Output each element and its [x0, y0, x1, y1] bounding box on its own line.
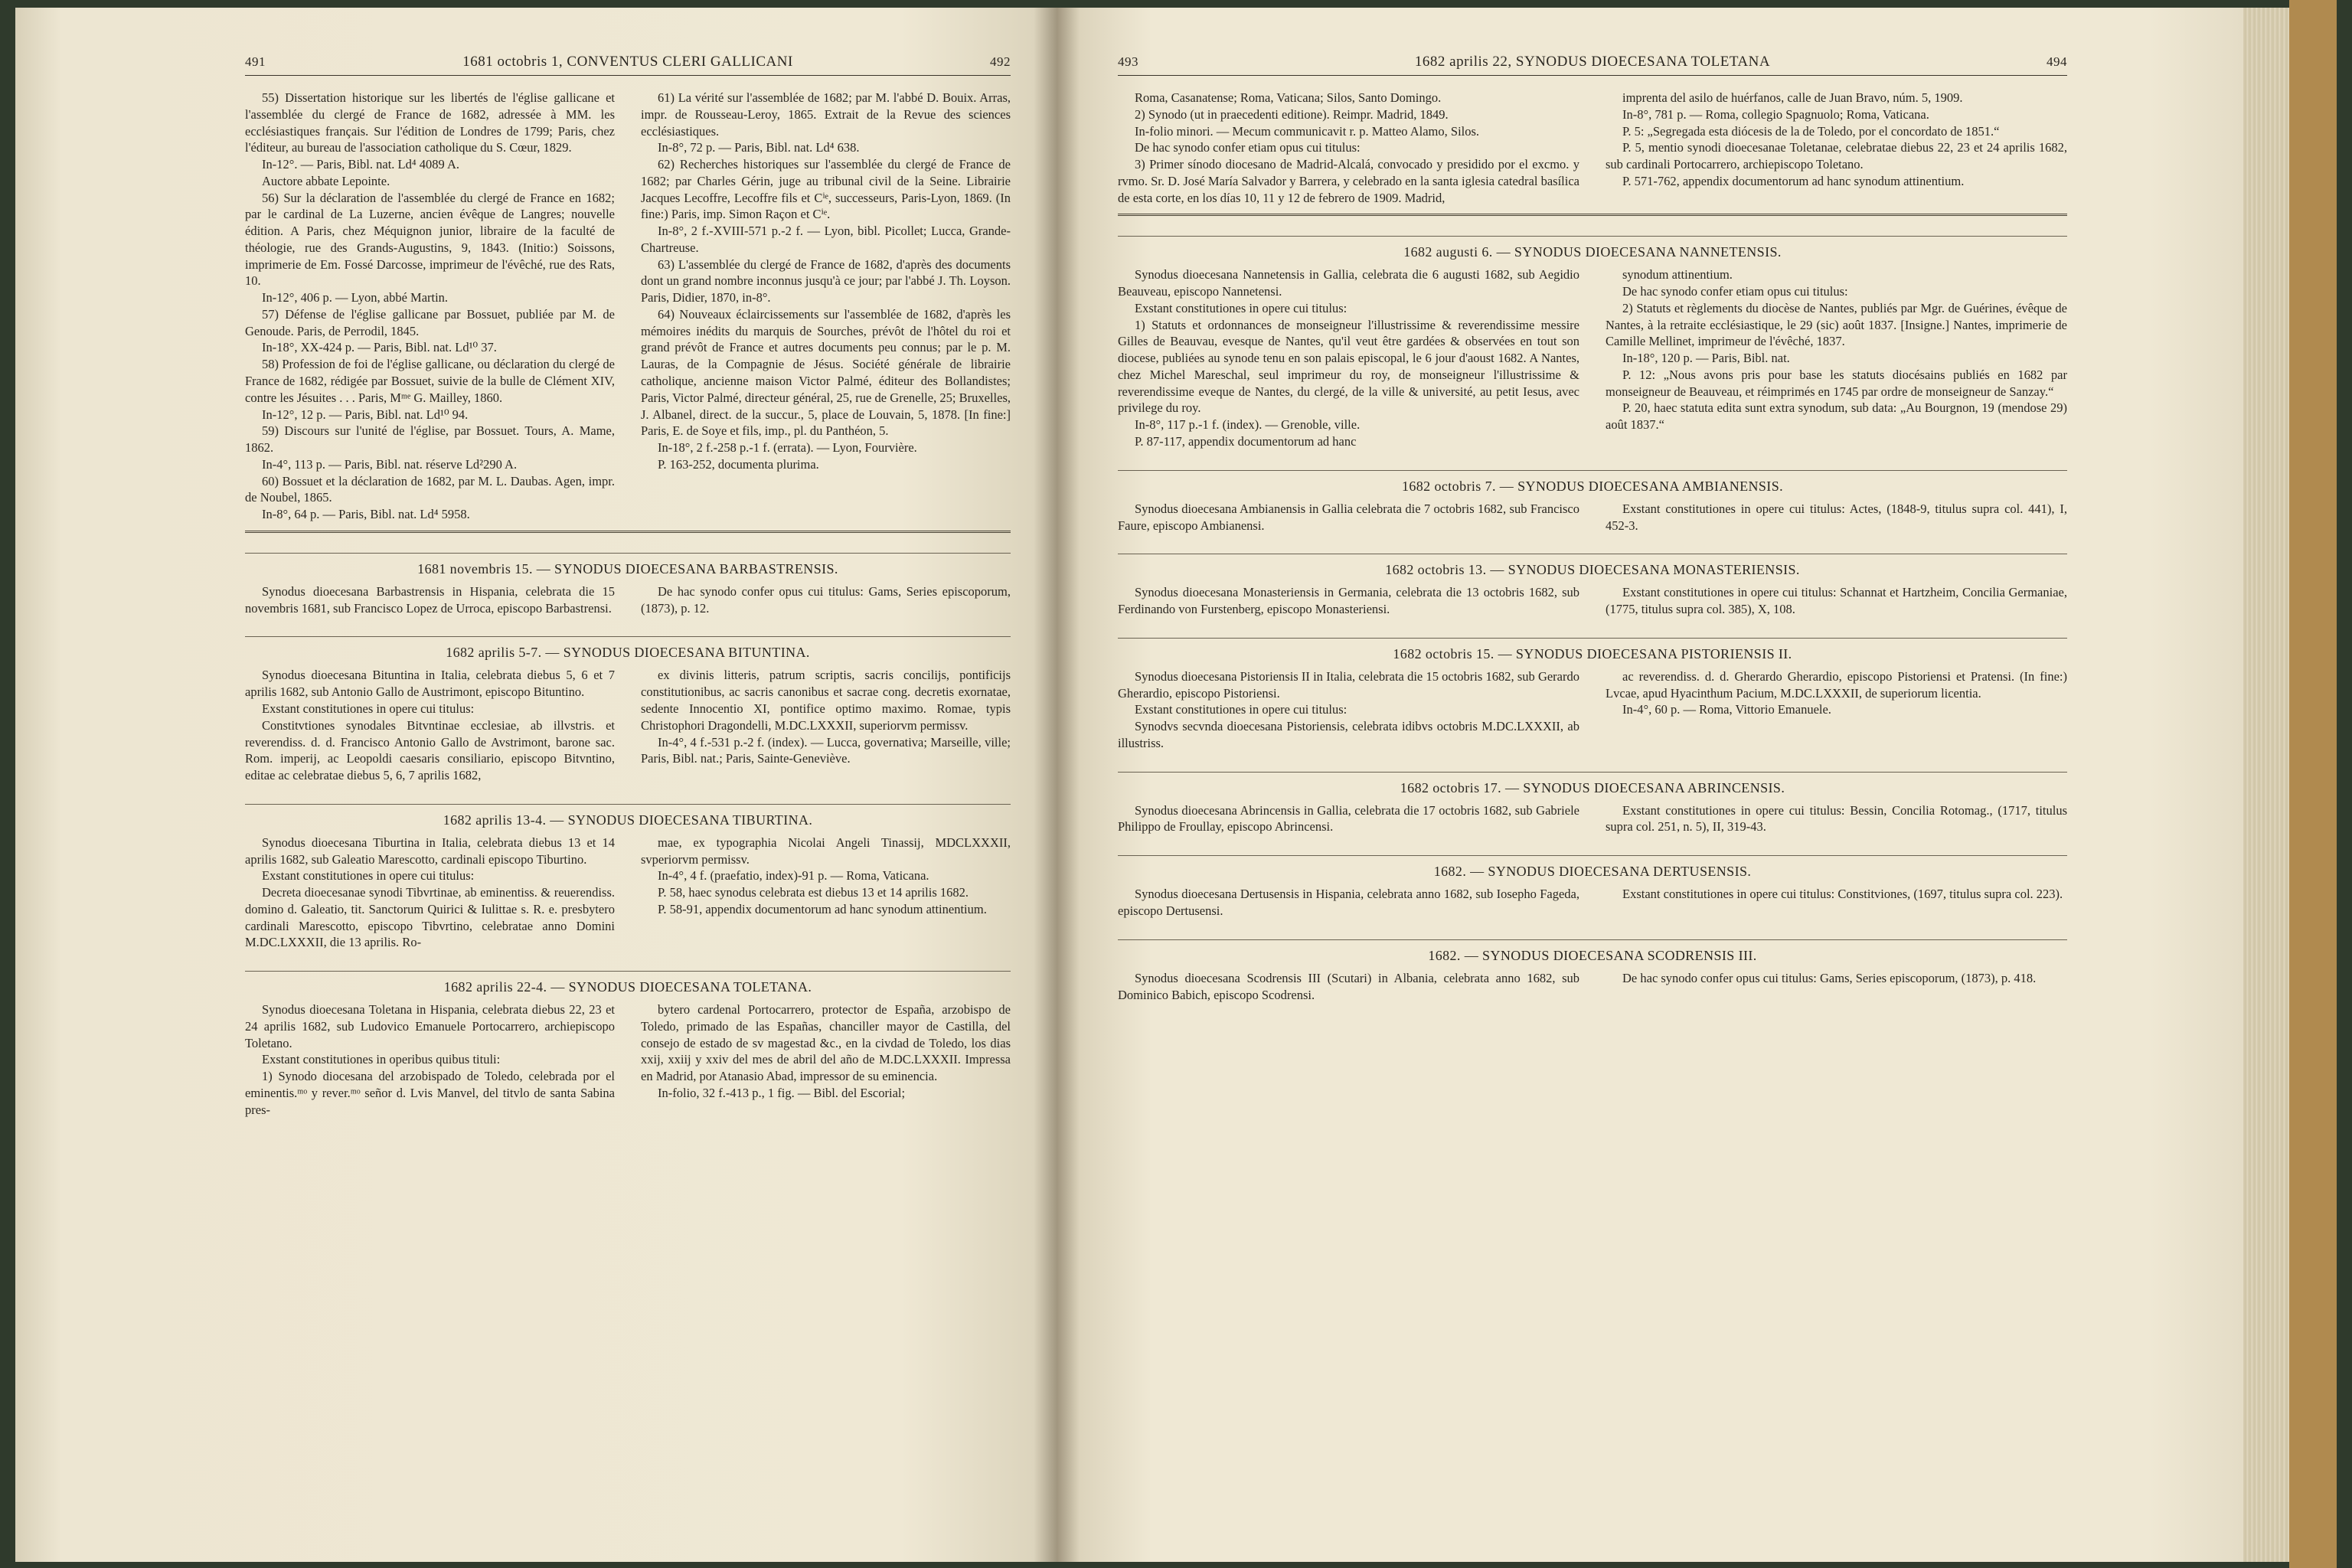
paragraph: synodum attinentium. [1622, 267, 1733, 283]
entry-heading: 1682 aprilis 13-4. — SYNODUS DIOECESANA TIBURTINA. [245, 804, 1011, 828]
paragraph: 55) Dissertation historique sur les libertés de l'église gallicane et l'assemblée du clergé de France de 1682, adressée à MM. les ecclésiastiques français. Sur l'édition de Londres de 1799; Paris, chez l'éditeur, au bureau de l'association catholique du S. Cœur, 1829. [245, 90, 615, 155]
paragraph: bytero cardenal Portocarrero, protector de España, arzobispo de Toledo, primado de las Españas, chanciller mayor de Castilla, del consejo de estado de sv magestad &c., en la civdad de Toledo, los dias xxij, xxiij y xxiv del mes de abril del año de M.DC.LXXXII. Impressa en Madrid, por Atanasio Abad, impressor de su eminencia. [641, 1002, 1011, 1084]
top-columns [1118, 90, 2067, 206]
column-left [1118, 90, 1579, 206]
page-number-right: 492 [989, 54, 1011, 69]
paragraph: 1) Statuts et ordonnances de monseigneur l'illustrissime & reverendissime messire Gilles de Beauvau, evesque de Nantes, qu'il veut être gardées & observées en tout son diocese, publiées au synode tenu en son palais episcopal, le 6 jour d'aoust 1682. A Nantes, chez Michel Mareschal, seul imprimeur du roy, de monseigneur l'illustrissime & reverendissime eveque de Nantes, du clergé, de la ville & université, au petit Iesus, avec privilege du roy. [1118, 317, 1579, 416]
entry-heading: 1682 aprilis 22-4. — SYNODUS DIOECESANA TOLETANA. [245, 971, 1011, 995]
paragraph: 63) L'assemblée du clergé de France de 1682, d'après des documents dont un grand nombre inconnus jusqu'à ce jour; par l'abbé J. Th. Loyson. Paris, Didier, 1870, in-8°. [641, 256, 1011, 305]
column-right [1606, 886, 2067, 920]
paragraph: 58) Profession de foi de l'église gallicane, ou déclaration du clergé de France de 1682, rédigée par Bossuet, suivie de la bulle de Clément XIV, contre les Jésuites . . . Paris, Mᵐᵉ G. Mailley, 1860. [245, 357, 615, 405]
paragraph: 1) Synodo diocesana del arzobispado de Toledo, celebrada por el eminentis.ᵐᵒ y rever.ᵐᵒ señor d. Lvis Manvel, del titvlo de santa Sabina pres- [245, 1069, 615, 1117]
column-left [245, 667, 615, 783]
entry-columns [1118, 970, 2067, 1004]
synod-entry [245, 553, 1011, 617]
paragraph: mae, ex typographia Nicolai Angeli Tinassij, MDCLXXXII, svperiorvm permissv. [641, 835, 1011, 867]
paragraph: Synodvs secvnda dioecesana Pistoriensis, celebrata idibvs octobris M.DC.LXXXII, ab illustriss. [1118, 719, 1579, 750]
synod-entry [1118, 236, 2067, 449]
paragraph: Exstant constitutiones in opere cui titulus: Bessin, Concilia Rotomag., (1717, titulus supra col. 251, n. 5), II, 319-43. [1606, 802, 2067, 835]
entry-columns [1118, 266, 2067, 449]
column-left [1118, 266, 1579, 449]
paragraph: 2) Statuts et règlements du diocèse de Nantes, publiés par Mgr. de Guérines, évêque de Nantes, à la retraite ecclésiastique, le 29 (sic) août 1837. [Insigne.] Nantes, imprimerie de Camille Mellinet, imprimeur de l'évêché, 1837. [1606, 300, 2067, 349]
entry-columns [1118, 802, 2067, 836]
column-right [641, 835, 1011, 951]
column-left [245, 583, 615, 617]
paragraph: Synodus dioecesana Ambianensis in Gallia celebrata die 7 octobris 1682, sub Francisco Faure, episcopo Ambianensi. [1118, 501, 1579, 533]
paragraph: In-8°, 117 p.-1 f. (index). — Grenoble, ville. [1135, 417, 1361, 433]
paragraph: 56) Sur la déclaration de l'assemblée du clergé de France en 1682; par le cardinal de La Luzerne, ancien évêque de Langres; nouvelle édition. A Paris, chez Méquignon junior, libraire de la faculté de théologie, rue des Grands-Augustins, 9, 1843. (Initio:) Soissons, imprimerie de Em. Fossé Darcosse, imprimeur de l'évêché, rue des Rats, 10. [245, 190, 615, 289]
synod-entry [1118, 470, 2067, 534]
paragraph: Exstant constitutiones in opere cui titulus: [262, 868, 475, 884]
paragraph: In-folio, 32 f.-413 p., 1 fig. — Bibl. del Escorial; [658, 1085, 906, 1100]
synod-entry [1118, 554, 2067, 618]
paragraph: Decreta dioecesanae synodi Tibvrtinae, ab eminentiss. & reuerendiss. domino d. Galeatio, tit. Sanctorum Quirici & Iulittae s. R. e. presbytero cardinali Marescotto, episcopo Tibvrtino, celebratae anno Domini M.DC.LXXXII, die 13 aprilis. Ro- [245, 885, 615, 950]
page-number-left: 493 [1118, 54, 1138, 69]
paragraph: 59) Discours sur l'unité de l'église, par Bossuet. Tours, A. Mame, 1862. [245, 423, 615, 456]
paragraph: Exstant constitutiones in opere cui titulus: [1135, 300, 1348, 315]
entry-heading: 1682. — SYNODUS DIOECESANA DERTUSENSIS. [1118, 855, 2067, 880]
paragraph: In-12°. — Paris, Bibl. nat. Ld⁴ 4089 A. [262, 157, 460, 172]
column-right [1606, 90, 2067, 206]
column-left [1118, 886, 1579, 920]
column-left [245, 1001, 615, 1118]
column-right [1606, 668, 2067, 752]
paragraph: 2) Synodo (ut in praecedenti editione). Reimpr. Madrid, 1849. [1135, 106, 1449, 122]
column-left [1118, 584, 1579, 618]
book-gutter [1034, 8, 1080, 1562]
synod-entry [1118, 855, 2067, 920]
column-right [641, 90, 1011, 523]
paragraph: In-4°, 60 p. — Roma, Vittorio Emanuele. [1622, 702, 1831, 717]
paragraph: ac reverendiss. d. d. Gherardo Gherardio, episcopo Pistoriensi et Pratensi. (In fine:) Lvcae, apud Hyacinthum Pacium, M.DC.LXXXII, de superiorum licentia. [1606, 668, 2067, 701]
synod-entry [245, 636, 1011, 783]
paragraph: ex divinis litteris, patrum scriptis, sacris concilijs, pontificijs constitutionibus, ac sacris canonibus et sacrae cong. decretis exornatae, sedente Innocentio XI, pontifice optimo maximo. Romae, typis Christophori Dragondelli, M.DC.LXXXII, superiorvm permissv. [641, 668, 1011, 733]
entry-heading: 1682. — SYNODUS DIOECESANA SCODRENSIS III. [1118, 939, 2067, 964]
paragraph: Synodus dioecesana Pistoriensis II in Italia, celebrata die 15 octobris 1682, sub Gerardo Gherardio, episcopo Pistoriensi. [1118, 668, 1579, 701]
paragraph: In-18°, 120 p. — Paris, Bibl. nat. [1622, 351, 1790, 366]
column-right [641, 667, 1011, 783]
running-header [245, 54, 1011, 76]
page-number-left: 491 [245, 54, 266, 69]
book-cover-edge [2289, 0, 2337, 1568]
page-number-right: 494 [2046, 54, 2067, 69]
paragraph: Exstant constitutiones in opere cui titulus: Constitviones, (1697, titulus supra col. 223). [1622, 887, 2063, 902]
paragraph: P. 87-117, appendix documentorum ad hanc [1135, 434, 1357, 449]
paragraph: Constitvtiones synodales Bitvntinae ecclesiae, ab illvstris. et reverendiss. d. d. Francisco Antonio Gallo de Avstrimont, barone sac. Rom. imperij, ac Leopoldi caesaris consiliario, episcopo Bitvntino, editae ac celebratae diebus 5, 6, 7 aprilis 1682, [245, 717, 615, 783]
paragraph: In-18°, XX-424 p. — Paris, Bibl. nat. Ld¹⁰ 37. [262, 340, 497, 355]
paragraph: Synodus dioecesana Monasteriensis in Germania, celebrata die 13 octobris 1682, sub Ferdinando von Furstenberg, episcopo Monasteriensi. [1118, 585, 1579, 617]
paragraph: De hac synodo confer etiam opus cui titulus: [1135, 140, 1361, 155]
column-right [641, 583, 1011, 617]
entry-columns [1118, 668, 2067, 752]
synod-entry [1118, 939, 2067, 1004]
paragraph: 57) Défense de l'église gallicane par Bossuet, publiée par M. de Genoude. Paris, de Perrodil, 1845. [245, 306, 615, 338]
entry-heading: 1682 octobris 15. — SYNODUS DIOECESANA PISTORIENSIS II. [1118, 638, 2067, 662]
synod-entry [1118, 772, 2067, 836]
column-right [1606, 584, 2067, 618]
entry-columns [245, 835, 1011, 951]
paragraph: Synodus dioecesana Bituntina in Italia, celebrata diebus 5, 6 et 7 aprilis 1682, sub Antonio Gallo de Austrimont, episcopo Bituntino. [245, 668, 615, 700]
entry-heading: 1681 novembris 15. — SYNODUS DIOECESANA BARBASTRENSIS. [245, 553, 1011, 577]
entry-columns [245, 1001, 1011, 1118]
paragraph: De hac synodo confer opus cui titulus: Gams, Series episcoporum, (1873), p. 12. [641, 583, 1011, 616]
paragraph: Synodus dioecesana Scodrensis III (Scutari) in Albania, celebrata anno 1682, sub Dominico Babich, episcopo Scodrensi. [1118, 970, 1579, 1002]
paragraph: 3) Primer sínodo diocesano de Madrid-Alcalá, convocado y presidido por el excmo. y rvmo. Sr. D. José María Salvador y Barrera, y celebrado en la santa iglesia catedral basílica de esta corte, en los días 10, 11 y 12 de febrero de 1909. Madrid, [1118, 157, 1579, 205]
synod-entry [1118, 638, 2067, 752]
entry-heading: 1682 octobris 7. — SYNODUS DIOECESANA AMBIANENSIS. [1118, 470, 2067, 495]
column-left [1118, 802, 1579, 836]
paragraph: In-12°, 12 p. — Paris, Bibl. nat. Ld¹⁰ 94. [262, 407, 469, 422]
paragraph: De hac synodo confer etiam opus cui titulus: [1622, 284, 1848, 299]
paragraph: Synodus dioecesana Tiburtina in Italia, celebrata diebus 13 et 14 aprilis 1682, sub Galeatio Marescotto, cardinali episcopo Tiburtino. [245, 835, 615, 867]
column-right [1606, 501, 2067, 534]
entry-heading: 1682 octobris 17. — SYNODUS DIOECESANA ABRINCENSIS. [1118, 772, 2067, 796]
section-divider [1118, 214, 2067, 216]
paragraph: P. 571-762, appendix documentorum ad hanc synodum attinentium. [1622, 173, 1965, 188]
column-left [245, 90, 615, 523]
paragraph: 64) Nouveaux éclaircissements sur l'assemblée de 1682, d'après les mémoires inédits du marquis de Sourches, prévôt de l'hôtel du roi et grand prévôt de France et autres documents peu connus; par le p. M. Lauras, de la Compagnie de Jésus. Société générale de librairie catholique, ancienne maison Victor Palmé, éditeur des Bollandistes; Paris, Victor Palmé, directeur général, 25, rue de Grenelle, 25; Bruxelles, J. Albanel, direct. de la succur., 5, place de Louvain, 5, 1878. [In fine:] Paris, E. de Soye et fils, imp., pl. du Panthéon, 5. [641, 306, 1011, 439]
paragraph: In-8°, 2 f.-XVIII-571 p.-2 f. — Lyon, bibl. Picollet; Lucca, Grande-Chartreuse. [641, 224, 1011, 255]
paragraph: Exstant constitutiones in opere cui titulus: Schannat et Hartzheim, Concilia Germaniae, (1775, titulus supra col. 385), X, 108. [1606, 585, 2067, 617]
paragraph: In-8°, 781 p. — Roma, collegio Spagnuolo; Roma, Vaticana. [1622, 106, 1929, 122]
entry-columns [245, 583, 1011, 617]
entry-heading: 1682 aprilis 5-7. — SYNODUS DIOECESANA BITUNTINA. [245, 636, 1011, 661]
right-page [1057, 8, 2243, 1562]
paragraph: P. 5, mentio synodi dioecesanae Toletanae, celebratae diebus 22, 23 et 24 aprilis 1682, sub cardinali Portocarrero, archiepiscopo Toletano. [1606, 140, 2067, 172]
column-right [641, 1001, 1011, 1118]
synod-entry [245, 804, 1011, 951]
column-left [1118, 970, 1579, 1004]
paragraph: Synodus dioecesana Nannetensis in Gallia, celebrata die 6 augusti 1682, sub Aegidio Beauveau, episcopo Nannetensi. [1118, 267, 1579, 299]
paragraph: In-8°, 64 p. — Paris, Bibl. nat. Ld⁴ 5958. [262, 507, 470, 522]
paragraph: In-4°, 4 f.-531 p.-2 f. (index). — Lucca, governativa; Marseille, ville; Paris, Bibl. nat.; Paris, Sainte-Geneviève. [641, 734, 1011, 766]
column-right [1606, 970, 2067, 1004]
entry-columns [1118, 886, 2067, 920]
paragraph: P. 5: „Segregada esta diócesis de la de Toledo, por el concordato de 1851.“ [1622, 123, 2000, 139]
paragraph: Exstant constitutiones in opere cui titulus: [262, 701, 475, 716]
header-title: 1681 octobris 1, CONVENTUS CLERI GALLICANI [462, 54, 793, 70]
paragraph: Synodus dioecesana Barbastrensis in Hispania, celebrata die 15 novembris 1681, sub Francisco Lopez de Urroca, episcopo Barbastrensi. [245, 583, 615, 616]
left-page [15, 8, 1057, 1562]
synod-entry [245, 971, 1011, 1118]
paragraph: 62) Recherches historiques sur l'assemblée du clergé de France de 1682; par Charles Gérin, juge au tribunal civil de la Seine. Librairie Jacques Lecoffre, Lecoffre fils et Cⁱᵉ, successeurs, Paris-Lyon, 1869. (In fine:) Paris, imp. Simon Raçon et Cⁱᵉ. [641, 157, 1011, 222]
paragraph: Auctore abbate Lepointe. [262, 173, 390, 188]
paragraph: P. 58-91, appendix documentorum ad hanc synodum attinentium. [658, 901, 987, 916]
paragraph: 60) Bossuet et la déclaration de 1682, par M. L. Daubas. Agen, impr. de Noubel, 1865. [245, 473, 615, 505]
paragraph: In-8°, 72 p. — Paris, Bibl. nat. Ld⁴ 638. [658, 140, 860, 155]
column-left [1118, 668, 1579, 752]
paragraph: Synodus dioecesana Abrincensis in Gallia, celebrata die 17 octobris 1682, sub Gabriele Philippo de Froullay, episcopo Abrincensi. [1118, 802, 1579, 835]
paragraph: P. 163-252, documenta plurima. [658, 456, 819, 472]
paragraph: In-4°, 113 p. — Paris, Bibl. nat. réserve Ld²290 A. [262, 456, 518, 472]
paragraph: Roma, Casanatense; Roma, Vaticana; Silos, Santo Domingo. [1135, 90, 1442, 105]
paragraph: Exstant constitutiones in operibus quibus tituli: [262, 1052, 501, 1067]
column-left [1118, 501, 1579, 534]
section-divider [245, 531, 1011, 533]
paragraph: In-4°, 4 f. (praefatio, index)-91 p. — Roma, Vaticana. [658, 868, 929, 884]
paragraph: In-folio minori. — Mecum communicavit r. p. Matteo Alamo, Silos. [1135, 123, 1480, 139]
running-header [1118, 54, 2067, 76]
paragraph: 61) La vérité sur l'assemblée de 1682; par M. l'abbé D. Bouix. Arras, impr. de Rousseau-Leroy, 1865. Extrait de la Revue des sciences ecclésiastiques. [641, 90, 1011, 139]
paragraph: P. 58, haec synodus celebrata est diebus 13 et 14 aprilis 1682. [658, 885, 969, 900]
paragraph: Exstant constitutiones in opere cui titulus: Actes, (1848-9, titulus supra col. 441), I, 452-3. [1606, 501, 2067, 533]
paragraph: In-12°, 406 p. — Lyon, abbé Martin. [262, 290, 449, 305]
paragraph: imprenta del asilo de huérfanos, calle de Juan Bravo, núm. 5, 1909. [1622, 90, 1963, 105]
column-left [245, 835, 615, 951]
book-spread [15, 8, 2312, 1562]
paragraph: In-18°, 2 f.-258 p.-1 f. (errata). — Lyon, Fourvière. [658, 440, 917, 456]
column-right [1606, 266, 2067, 449]
entry-heading: 1682 augusti 6. — SYNODUS DIOECESANA NANNETENSIS. [1118, 236, 2067, 260]
entry-columns [245, 667, 1011, 783]
entry-heading: 1682 octobris 13. — SYNODUS DIOECESANA MONASTERIENSIS. [1118, 554, 2067, 578]
header-title: 1682 aprilis 22, SYNODUS DIOECESANA TOLETANA [1414, 54, 1771, 70]
paragraph: Synodus dioecesana Dertusensis in Hispania, celebrata anno 1682, sub Iosepho Fageda, episcopo Dertusensi. [1118, 887, 1579, 918]
entry-columns [1118, 501, 2067, 534]
entry-columns [1118, 584, 2067, 618]
top-columns [245, 90, 1011, 523]
paragraph: P. 20, haec statuta edita sunt extra synodum, sub data: „Au Bourgnon, 19 (mendose 29) août 1837.“ [1606, 400, 2067, 433]
paragraph: Synodus dioecesana Toletana in Hispania, celebrata diebus 22, 23 et 24 aprilis 1682, sub Ludovico Emanuele Portocarrero, archiepiscopo Toletano. [245, 1002, 615, 1050]
paragraph: P. 12: „Nous avons pris pour base les statuts diocésains publiés en 1682 par monseigneur de Beauveau, et réimprimés en 1745 par ordre de monseigneur de Sanzay.“ [1606, 367, 2067, 399]
column-right [1606, 802, 2067, 836]
paragraph: De hac synodo confer opus cui titulus: Gams, Series episcoporum, (1873), p. 418. [1622, 970, 2037, 985]
paragraph: Exstant constitutiones in opere cui titulus: [1135, 702, 1348, 717]
